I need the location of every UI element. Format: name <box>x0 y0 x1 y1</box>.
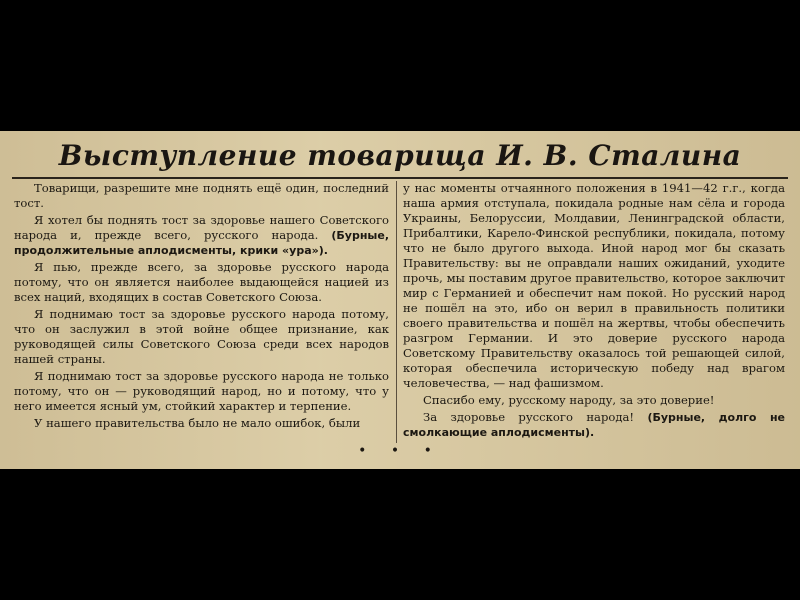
paragraph: Спасибо ему, русскому народу, за это доверие! <box>423 393 715 407</box>
paragraph-text: Я хотел бы поднять тост за здоровье нашего Советского народа и, прежде всего, русского народа. <box>14 213 389 242</box>
headline-rule <box>12 177 788 179</box>
applause-note: (Бурные, долго не смолкающие аплодисменты). <box>403 411 786 439</box>
paragraph: Товарищи, разрешите мне поднять ещё один, последний тост. <box>14 181 389 210</box>
paragraph <box>403 410 785 440</box>
newspaper-clipping <box>0 131 800 469</box>
right-column <box>403 181 785 440</box>
ending-dots: • • • <box>358 443 442 459</box>
paragraph: у нас моменты отчаянного положения в 1941—42 г.г., когда наша армия отступала, покидала родные нам сёла и города Украины, Белоруссии, Молдавии, Ленинградской области, Прибалтики, Карело-Финской республики, покидала, потому что не было другого выхода. Иной народ мог бы сказать Правительству: вы не оправдали наших ожиданий, уходите прочь, мы поставим другое правительство, которое заключит мир с Германией и обеспечит нам покой. Но русский народ не пошёл на это, ибо он верил в правильность политики своего правительства и пошёл на жертвы, чтобы обеспечить разгром Германии. И это доверие русского народа Советскому Правительству оказалось той решающей силой, которая обеспечила историческую победу над врагом человечества, — над фашизмом. <box>403 181 785 390</box>
paragraph-text: За здоровье русского народа! <box>423 410 635 424</box>
paragraph: У нашего правительства было не мало ошибок, были <box>34 416 361 430</box>
left-column <box>14 181 389 431</box>
paragraph: Я поднимаю тост за здоровье русского народа потому, что он заслужил в этой войне общее признание, как руководящей силы Советского Союза среди всех народов нашей страны. <box>14 307 389 366</box>
applause-note: (Бурные, продолжительные аплодисменты, крики «ура»). <box>14 229 390 257</box>
article-headline: Выступление товарища И. В. Сталина <box>58 139 742 172</box>
column-divider <box>396 181 397 443</box>
paragraph: Я пью, прежде всего, за здоровье русского народа потому, что он является наиболее выдающейся нацией из всех наций, входящих в состав Советского Союза. <box>14 260 389 304</box>
paragraph <box>14 213 389 258</box>
paragraph: Я поднимаю тост за здоровье русского народа не только потому, что он — руководящий народ, но и потому, что у него имеется ясный ум, стойкий характер и терпение. <box>14 369 389 413</box>
